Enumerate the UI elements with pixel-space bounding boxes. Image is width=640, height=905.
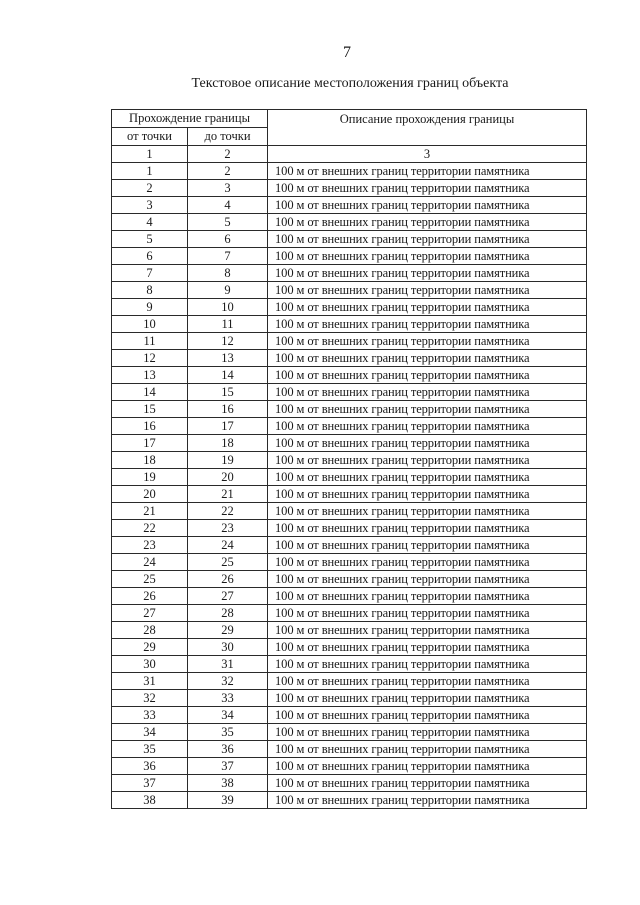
cell-to-point: 12 (188, 333, 268, 350)
cell-description: 100 м от внешних границ территории памятника (268, 350, 587, 367)
cell-description: 100 м от внешних границ территории памятника (268, 673, 587, 690)
cell-description: 100 м от внешних границ территории памятника (268, 214, 587, 231)
cell-from-point: 15 (112, 401, 188, 418)
table-header (112, 110, 587, 146)
cell-to-point: 35 (188, 724, 268, 741)
cell-to-point: 33 (188, 690, 268, 707)
cell-from-point: 14 (112, 384, 188, 401)
table-row (112, 724, 587, 741)
cell-to-point: 19 (188, 452, 268, 469)
cell-description: 100 м от внешних границ территории памятника (268, 707, 587, 724)
table-row (112, 231, 587, 248)
table-row (112, 435, 587, 452)
table-row (112, 537, 587, 554)
cell-description: 100 м от внешних границ территории памятника (268, 758, 587, 775)
table-row (112, 452, 587, 469)
cell-to-point: 7 (188, 248, 268, 265)
cell-from-point: 36 (112, 758, 188, 775)
table-row (112, 656, 587, 673)
table-row (112, 639, 587, 656)
cell-description: 100 м от внешних границ территории памятника (268, 401, 587, 418)
cell-from-point: 16 (112, 418, 188, 435)
table-row (112, 520, 587, 537)
cell-from-point: 10 (112, 316, 188, 333)
cell-description: 100 м от внешних границ территории памятника (268, 588, 587, 605)
cell-from-point: 17 (112, 435, 188, 452)
cell-from-point: 25 (112, 571, 188, 588)
table-row (112, 350, 587, 367)
cell-to-point: 37 (188, 758, 268, 775)
table-row (112, 367, 587, 384)
cell-from-point: 5 (112, 231, 188, 248)
cell-to-point: 36 (188, 741, 268, 758)
cell-from-point: 12 (112, 350, 188, 367)
cell-to-point: 3 (188, 180, 268, 197)
cell-description: 100 м от внешних границ территории памятника (268, 537, 587, 554)
column-number: 2 (188, 146, 268, 163)
cell-from-point: 38 (112, 792, 188, 809)
cell-to-point: 17 (188, 418, 268, 435)
table-row (112, 299, 587, 316)
cell-from-point: 34 (112, 724, 188, 741)
cell-to-point: 28 (188, 605, 268, 622)
table-row (112, 401, 587, 418)
cell-description: 100 м от внешних границ территории памятника (268, 384, 587, 401)
cell-description: 100 м от внешних границ территории памятника (268, 367, 587, 384)
table-row (112, 571, 587, 588)
table-row (112, 775, 587, 792)
cell-to-point: 21 (188, 486, 268, 503)
cell-to-point: 18 (188, 435, 268, 452)
page-number: 7 (343, 44, 351, 61)
header-to-point: до точки (188, 128, 268, 146)
cell-from-point: 31 (112, 673, 188, 690)
header-description: Описание прохождения границы (268, 110, 587, 146)
table-row (112, 197, 587, 214)
cell-to-point: 10 (188, 299, 268, 316)
cell-to-point: 11 (188, 316, 268, 333)
cell-to-point: 39 (188, 792, 268, 809)
table-row (112, 792, 587, 809)
cell-from-point: 24 (112, 554, 188, 571)
table-row (112, 758, 587, 775)
table-row (112, 180, 587, 197)
cell-description: 100 м от внешних границ территории памятника (268, 180, 587, 197)
cell-to-point: 6 (188, 231, 268, 248)
cell-to-point: 29 (188, 622, 268, 639)
cell-from-point: 26 (112, 588, 188, 605)
table-row (112, 265, 587, 282)
cell-description: 100 м от внешних границ территории памятника (268, 282, 587, 299)
table-row (112, 384, 587, 401)
table-row (112, 316, 587, 333)
cell-description: 100 м от внешних границ территории памятника (268, 435, 587, 452)
cell-description: 100 м от внешних границ территории памятника (268, 486, 587, 503)
cell-to-point: 34 (188, 707, 268, 724)
column-number-row (112, 146, 587, 163)
table-row (112, 588, 587, 605)
column-number: 1 (112, 146, 188, 163)
table-row (112, 605, 587, 622)
cell-from-point: 6 (112, 248, 188, 265)
cell-from-point: 2 (112, 180, 188, 197)
table-body (112, 146, 587, 809)
table-row (112, 741, 587, 758)
cell-to-point: 5 (188, 214, 268, 231)
cell-description: 100 м от внешних границ территории памятника (268, 571, 587, 588)
cell-description: 100 м от внешних границ территории памятника (268, 299, 587, 316)
cell-description: 100 м от внешних границ территории памятника (268, 690, 587, 707)
cell-from-point: 7 (112, 265, 188, 282)
cell-description: 100 м от внешних границ территории памятника (268, 163, 587, 180)
cell-to-point: 13 (188, 350, 268, 367)
cell-description: 100 м от внешних границ территории памятника (268, 333, 587, 350)
cell-to-point: 23 (188, 520, 268, 537)
table-row (112, 486, 587, 503)
cell-to-point: 30 (188, 639, 268, 656)
cell-to-point: 26 (188, 571, 268, 588)
cell-description: 100 м от внешних границ территории памятника (268, 639, 587, 656)
cell-from-point: 20 (112, 486, 188, 503)
header-from-point: от точки (112, 128, 188, 146)
cell-to-point: 15 (188, 384, 268, 401)
cell-from-point: 9 (112, 299, 188, 316)
table-row (112, 163, 587, 180)
cell-from-point: 4 (112, 214, 188, 231)
cell-description: 100 м от внешних границ территории памятника (268, 316, 587, 333)
header-boundary-passage: Прохождение границы (112, 110, 268, 128)
cell-from-point: 23 (112, 537, 188, 554)
cell-to-point: 27 (188, 588, 268, 605)
cell-description: 100 м от внешних границ территории памятника (268, 503, 587, 520)
cell-description: 100 м от внешних границ территории памятника (268, 775, 587, 792)
table-row (112, 248, 587, 265)
cell-to-point: 8 (188, 265, 268, 282)
cell-from-point: 19 (112, 469, 188, 486)
cell-to-point: 38 (188, 775, 268, 792)
cell-description: 100 м от внешних границ территории памятника (268, 520, 587, 537)
cell-from-point: 30 (112, 656, 188, 673)
cell-from-point: 32 (112, 690, 188, 707)
cell-description: 100 м от внешних границ территории памятника (268, 724, 587, 741)
cell-description: 100 м от внешних границ территории памятника (268, 622, 587, 639)
cell-to-point: 2 (188, 163, 268, 180)
cell-description: 100 м от внешних границ территории памятника (268, 418, 587, 435)
table-row (112, 673, 587, 690)
cell-from-point: 11 (112, 333, 188, 350)
cell-from-point: 27 (112, 605, 188, 622)
table-row (112, 622, 587, 639)
cell-from-point: 37 (112, 775, 188, 792)
cell-to-point: 22 (188, 503, 268, 520)
table-row (112, 333, 587, 350)
table-row (112, 418, 587, 435)
table-row (112, 503, 587, 520)
cell-description: 100 м от внешних границ территории памятника (268, 231, 587, 248)
cell-to-point: 25 (188, 554, 268, 571)
table-row (112, 554, 587, 571)
cell-from-point: 1 (112, 163, 188, 180)
cell-description: 100 м от внешних границ территории памятника (268, 469, 587, 486)
cell-from-point: 29 (112, 639, 188, 656)
cell-from-point: 13 (112, 367, 188, 384)
cell-description: 100 м от внешних границ территории памятника (268, 248, 587, 265)
cell-description: 100 м от внешних границ территории памятника (268, 656, 587, 673)
column-number: 3 (268, 146, 587, 163)
document-title: Текстовое описание местоположения границ объекта (191, 76, 509, 91)
cell-to-point: 24 (188, 537, 268, 554)
cell-to-point: 32 (188, 673, 268, 690)
cell-description: 100 м от внешних границ территории памятника (268, 792, 587, 809)
table-row (112, 214, 587, 231)
cell-description: 100 м от внешних границ территории памятника (268, 197, 587, 214)
cell-from-point: 21 (112, 503, 188, 520)
cell-to-point: 9 (188, 282, 268, 299)
cell-description: 100 м от внешних границ территории памятника (268, 741, 587, 758)
cell-to-point: 20 (188, 469, 268, 486)
cell-description: 100 м от внешних границ территории памятника (268, 265, 587, 282)
cell-from-point: 18 (112, 452, 188, 469)
cell-from-point: 22 (112, 520, 188, 537)
boundary-description-table (111, 109, 587, 809)
cell-description: 100 м от внешних границ территории памятника (268, 554, 587, 571)
cell-from-point: 8 (112, 282, 188, 299)
cell-description: 100 м от внешних границ территории памятника (268, 605, 587, 622)
table-row (112, 282, 587, 299)
cell-to-point: 4 (188, 197, 268, 214)
cell-to-point: 14 (188, 367, 268, 384)
cell-to-point: 31 (188, 656, 268, 673)
cell-from-point: 35 (112, 741, 188, 758)
cell-from-point: 33 (112, 707, 188, 724)
cell-description: 100 м от внешних границ территории памятника (268, 452, 587, 469)
cell-from-point: 28 (112, 622, 188, 639)
cell-to-point: 16 (188, 401, 268, 418)
table-row (112, 690, 587, 707)
cell-from-point: 3 (112, 197, 188, 214)
table-row (112, 707, 587, 724)
table-row (112, 469, 587, 486)
